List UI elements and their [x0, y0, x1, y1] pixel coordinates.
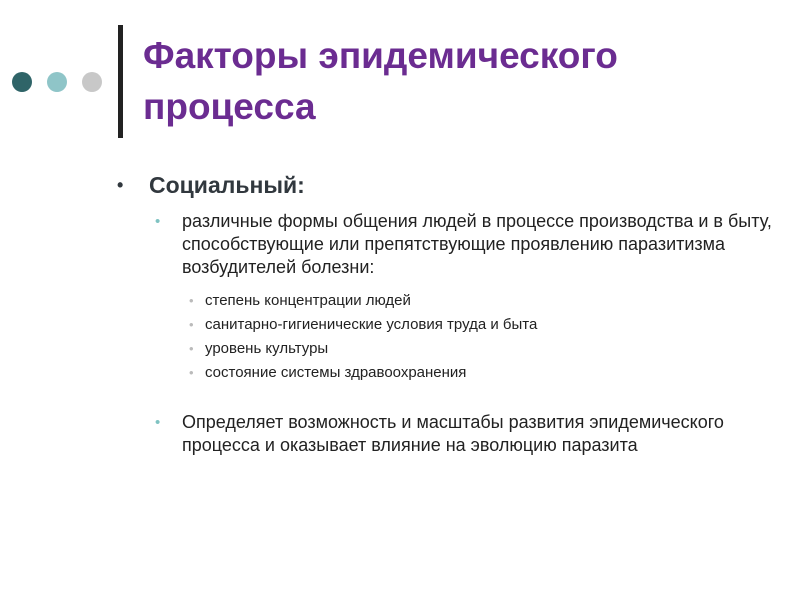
slide-content [115, 170, 785, 457]
section-heading: Социальный: [149, 172, 305, 198]
list-item [115, 210, 785, 279]
bullet-level3: • [189, 365, 194, 380]
sub-list-item [115, 313, 785, 337]
section-heading-item [115, 170, 785, 200]
bullet-level2: • [155, 213, 161, 230]
list-item-text: Определяет возможность и масштабы развития эпидемического процесса и оказывает влияние на эволюцию паразита [182, 412, 724, 455]
decorative-dot-teal [47, 72, 67, 92]
bullet-level1: • [117, 175, 124, 195]
sub-list-item [115, 361, 785, 385]
sub-list-item [115, 289, 785, 313]
sub-list-item-text: санитарно-гигиенические условия труда и быта [205, 316, 538, 333]
decorative-dot-gray [82, 72, 102, 92]
title-accent-bar [118, 25, 123, 138]
sub-list-item-text: степень концентрации людей [205, 292, 411, 309]
sub-list-item-text: состояние системы здравоохранения [205, 364, 467, 381]
slide-title: Факторы эпидемического процесса [143, 35, 618, 127]
decorative-dot-dark [12, 72, 32, 92]
sub-list-item [115, 337, 785, 361]
list-item [115, 411, 785, 457]
level3-list [115, 289, 785, 385]
list-item-text: различные формы общения людей в процессе производства и в быту, способствующие или препятствующие проявлению паразитизма возбудителей болезни: [182, 211, 772, 277]
bullet-level2: • [155, 414, 161, 431]
bullet-level3: • [189, 341, 194, 356]
sub-list-item-text: уровень культуры [205, 340, 329, 357]
bullet-level3: • [189, 293, 194, 308]
bullet-level3: • [189, 317, 194, 332]
level2-list [115, 210, 785, 457]
